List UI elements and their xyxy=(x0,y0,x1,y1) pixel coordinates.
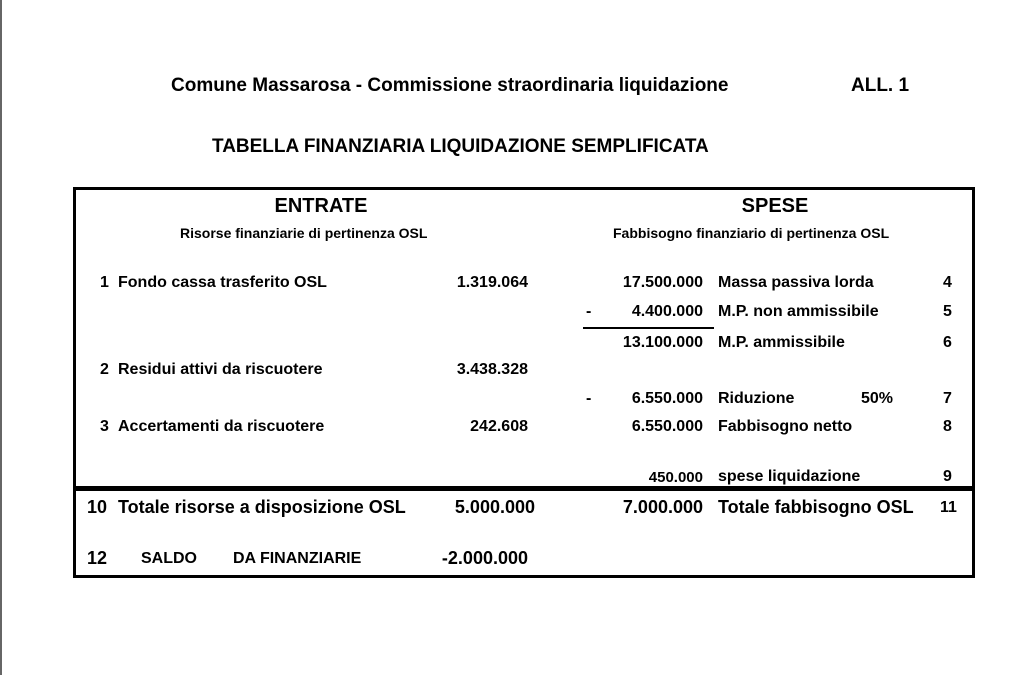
row-value: 242.608 xyxy=(470,418,528,435)
table-subtitle: TABELLA FINANZIARIA LIQUIDAZIONE SEMPLIFICATA xyxy=(212,136,709,157)
minus-sign: - xyxy=(586,390,592,407)
row-number: 4 xyxy=(943,274,952,291)
total-spese-label: Totale fabbisogno OSL xyxy=(718,497,914,517)
subtraction-rule xyxy=(583,327,714,329)
row-label: Fondo cassa trasferito OSL xyxy=(118,274,327,291)
spese-subheading: Fabbisogno finanziario di pertinenza OSL xyxy=(613,225,890,241)
minus-sign: - xyxy=(586,303,592,320)
total-entrate-number: 10 xyxy=(87,497,108,517)
saldo-label-2: DA FINANZIARIE xyxy=(233,550,362,567)
row-number: 8 xyxy=(943,418,952,435)
total-spese-number: 11 xyxy=(940,499,957,516)
row-value: 1.319.064 xyxy=(456,274,528,291)
row-number: 3 xyxy=(100,418,109,435)
entrate-heading: ENTRATE xyxy=(274,195,368,217)
row-label: M.P. non ammissibile xyxy=(718,303,879,320)
spese-heading: SPESE xyxy=(741,195,809,217)
reduction-percent: 50% xyxy=(861,390,894,407)
row-number: 1 xyxy=(100,274,109,291)
row-label: Residui attivi da riscuotere xyxy=(118,361,323,378)
row-value: 17.500.000 xyxy=(622,274,703,291)
row-number: 2 xyxy=(100,361,109,378)
saldo-label: SALDO xyxy=(141,550,197,567)
row-number: 5 xyxy=(943,303,952,320)
row-value: 4.400.000 xyxy=(631,303,703,320)
document-title: Comune Massarosa - Commissione straordinaria liquidazione xyxy=(171,75,729,96)
row-value: 3.438.328 xyxy=(456,361,528,378)
row-number: 7 xyxy=(943,390,952,407)
row-number: 6 xyxy=(943,334,952,351)
saldo-number: 12 xyxy=(87,548,108,568)
total-entrate-value: 5.000.000 xyxy=(454,497,535,517)
row-label: M.P. ammissibile xyxy=(718,334,845,351)
row-value: 450.000 xyxy=(648,469,703,486)
row-label: Massa passiva lorda xyxy=(718,274,874,291)
row-label: spese liquidazione xyxy=(718,468,861,485)
total-spese-value: 7.000.000 xyxy=(622,497,703,517)
row-label: Accertamenti da riscuotere xyxy=(118,418,325,435)
page-left-edge xyxy=(0,0,2,675)
saldo-value: -2.000.000 xyxy=(441,548,528,568)
entrate-subheading: Risorse finanziarie di pertinenza OSL xyxy=(180,225,428,241)
row-value: 6.550.000 xyxy=(631,418,703,435)
total-entrate-label: Totale risorse a disposizione OSL xyxy=(118,497,406,517)
row-number: 9 xyxy=(943,468,952,485)
attachment-label: ALL. 1 xyxy=(851,75,910,96)
row-value: 13.100.000 xyxy=(622,334,703,351)
row-label: Riduzione xyxy=(718,390,795,407)
row-label: Fabbisogno netto xyxy=(718,418,853,435)
row-value: 6.550.000 xyxy=(631,390,703,407)
